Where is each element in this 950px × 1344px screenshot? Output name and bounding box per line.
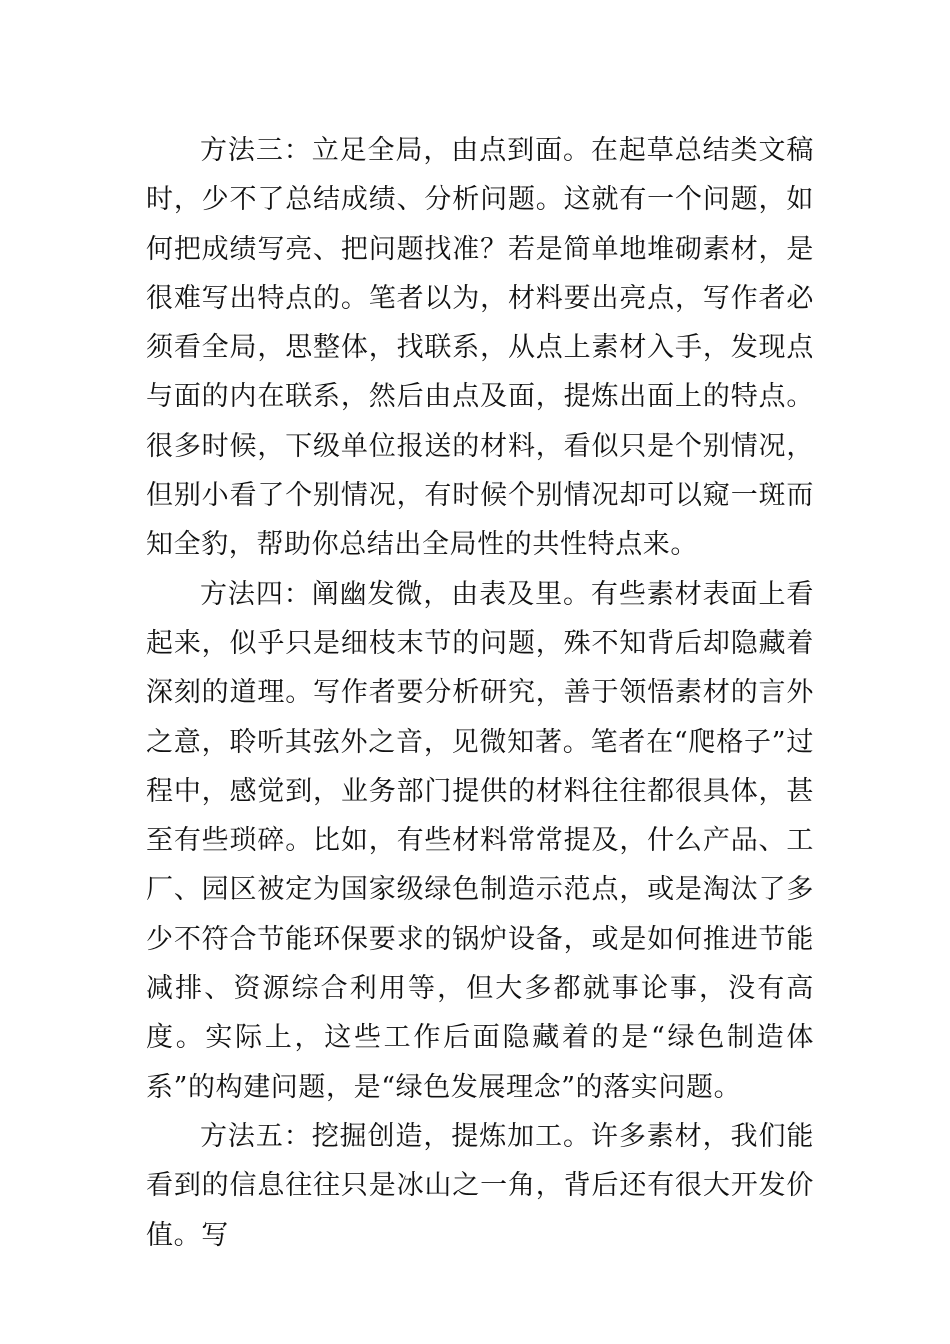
paragraph-method-five: 方法五：挖掘创造，提炼加工。许多素材，我们能看到的信息往往只是冰山之一角，背后还有很大开发价值。写 [146, 1120, 814, 1251]
document-body [146, 126, 814, 1260]
paragraph-method-four: 方法四：阐幽发微，由表及里。有些素材表面上看起来，似乎只是细枝末节的问题，殊不知背后却隐藏着深刻的道理。写作者要分析研究，善于领悟素材的言外之意，聆听其弦外之音，见微知著。笔者在“爬格子”过程中，感觉到，业务部门提供的材料往往都很具体，甚至有些琐碎。比如，有些材料常常提及，什么产品、工厂、园区被定为国家级绿色制造示范点，或是淘汰了多少不符合节能环保要求的锅炉设备，或是如何推进节能减排、资源综合利用等，但大多都就事论事，没有高度。实际上，这些工作后面隐藏着的是“绿色制造体系”的构建问题，是“绿色发展理念”的落实问题。 [146, 578, 814, 1103]
paragraph-method-three: 方法三：立足全局，由点到面。在起草总结类文稿时，少不了总结成绩、分析问题。这就有一个问题，如何把成绩写亮、把问题找准？若是简单地堆砌素材，是很难写出特点的。笔者以为，材料要出亮点，写作者必须看全局，思整体，找联系，从点上素材入手，发现点与面的内在联系，然后由点及面，提炼出面上的特点。很多时候，下级单位报送的材料，看似只是个别情况，但别小看了个别情况，有时候个别情况却可以窥一斑而知全豹，帮助你总结出全局性的共性特点来。 [146, 135, 814, 561]
